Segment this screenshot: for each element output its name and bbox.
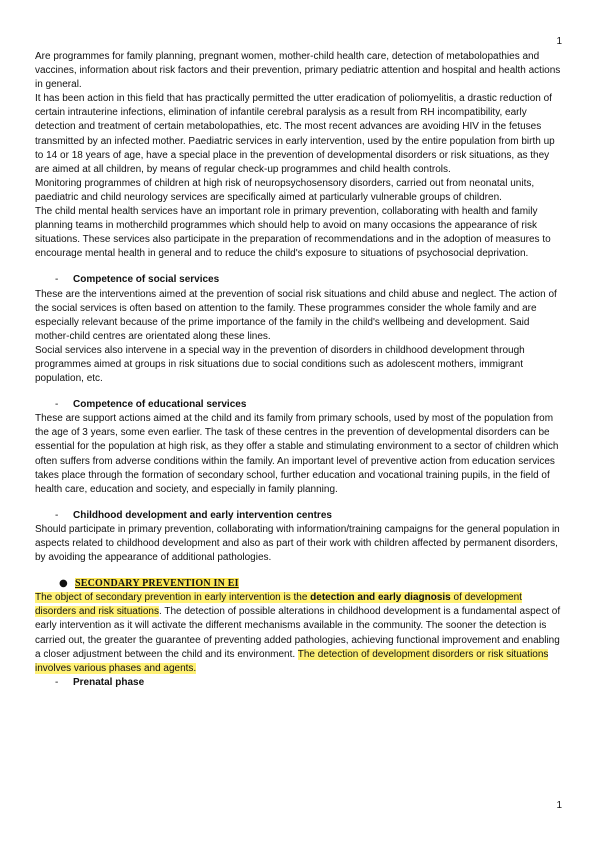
prenatal-phase-heading [35, 676, 565, 690]
heading-label: Prenatal phase [73, 676, 145, 688]
list-dash: - [55, 274, 59, 286]
heading-label: Competence of educational services [73, 399, 247, 411]
plain-text: . The detection of possible alterations in childhood development is a fundamental aspect of early intervention as it will activate the different mechanisms available in the community. The sooner the detection is carried out, the greater the guarantee of preventing added pathologies, achieving functional improvement and enabling a closer adjustment between the child and its environment. [35, 606, 561, 660]
highlight-bold-text: detection and early diagnosis [310, 592, 451, 604]
list-dash: - [55, 399, 59, 411]
document-body [35, 50, 565, 690]
page-number-top: 1 [556, 36, 562, 47]
social-paragraph-2: Social services also intervene in a special way in the prevention of disorders in childhood development through programmes aimed at groups in risk situations due to social conditions such as adolescent mothers, immigrant population, etc. [35, 344, 525, 385]
childhood-centres-heading [35, 509, 565, 523]
social-services-heading [35, 273, 565, 287]
educational-paragraph-1: These are support actions aimed at the child and its family from primary schools, used by most of the population from the age of 3 years, some even earlier. The task of these centres in the prevention of developmental disorders can be essential for the population at high risk, as they offer a stable and stimulating environment to a sector of children which often suffers from adverse conditions within the family. An important level of preventive action from education services takes place through the formation of secondary school, further education and vocational training pupils, in the field of health care, education and society, and especially in family planning. [35, 413, 559, 495]
educational-services-heading [35, 398, 565, 412]
heading-label: SECONDARY PREVENTION IN EI [75, 578, 239, 590]
intro-paragraph-2: It has been action in this field that has practically permitted the utter eradication of poliomyelitis, a drastic reduction of certain intrauterine infections, elimination of infantile cerebral paralysis as a result from RH incompatibility, early detection and treatment of certain metabolopathies, etc. The most recent advances are avoiding HIV in the fetuses transmitted by an infected mother. Paediatric services in early intervention, used by the entire population from birth up to 14 or 18 years of age, have a special place in the prevention of developmental disorders or risk situations, as they are aimed at all children, by means of regular check-up programmes and child health controls. [35, 93, 555, 175]
highlight-text: of development disorders and risk situations [35, 592, 522, 618]
intro-paragraph-1: Are programmes for family planning, pregnant women, mother-child health care, detection of metabolopathies and vaccines, information about risk factors and their prevention, primary pediatric attention and hospital and health actions in general. [35, 51, 561, 91]
list-dash: - [55, 676, 59, 688]
secondary-prevention-heading [59, 577, 565, 591]
heading-label: Childhood development and early intervention centres [73, 509, 332, 521]
social-paragraph-1: These are the interventions aimed at the prevention of social risk situations and child abuse and neglect. The action of the social services is often based on attention to the family. These programmes consider the whole family and are especially relevant because of the prime importance of the family in the child's wellbeing and development. Said mother-child centres are orientated along these lines. [35, 288, 557, 342]
intro-paragraph-3: Monitoring programmes of children at high risk of neuropsychosensory disorders, carried out from neonatal units, paediatric and child neurology services are specifically aimed at particularly vulnerable groups of children. [35, 177, 535, 203]
bullet-icon: ● [59, 578, 68, 590]
page-number-bottom: 1 [556, 800, 562, 811]
list-dash: - [55, 509, 59, 521]
childhood-paragraph-1: Should participate in primary prevention, collaborating with information/training campaigns for the general population in aspects related to childhood development and also as part of their work with children affected by permanent disorders, by avoiding the appearance of additional pathologies. [35, 523, 560, 564]
intro-paragraph-4: The child mental health services have an important role in primary prevention, collaborating with health and family planning teams in motherchild programmes which should help to avoid on many occasions the appearance of risk situations. These services also participate in the preparation of recommendations and in the adoption of measures to encourage mental health in general and to reduce the child's exposure to situations of psychosocial deprivation. [35, 206, 551, 260]
heading-label: Competence of social services [73, 274, 220, 286]
highlight-text: The object of secondary prevention in early intervention is the [35, 592, 311, 604]
secondary-paragraph-1 [35, 591, 565, 676]
highlight-text: The detection of development disorders or risk situations involves various phases and agents. [35, 648, 549, 674]
